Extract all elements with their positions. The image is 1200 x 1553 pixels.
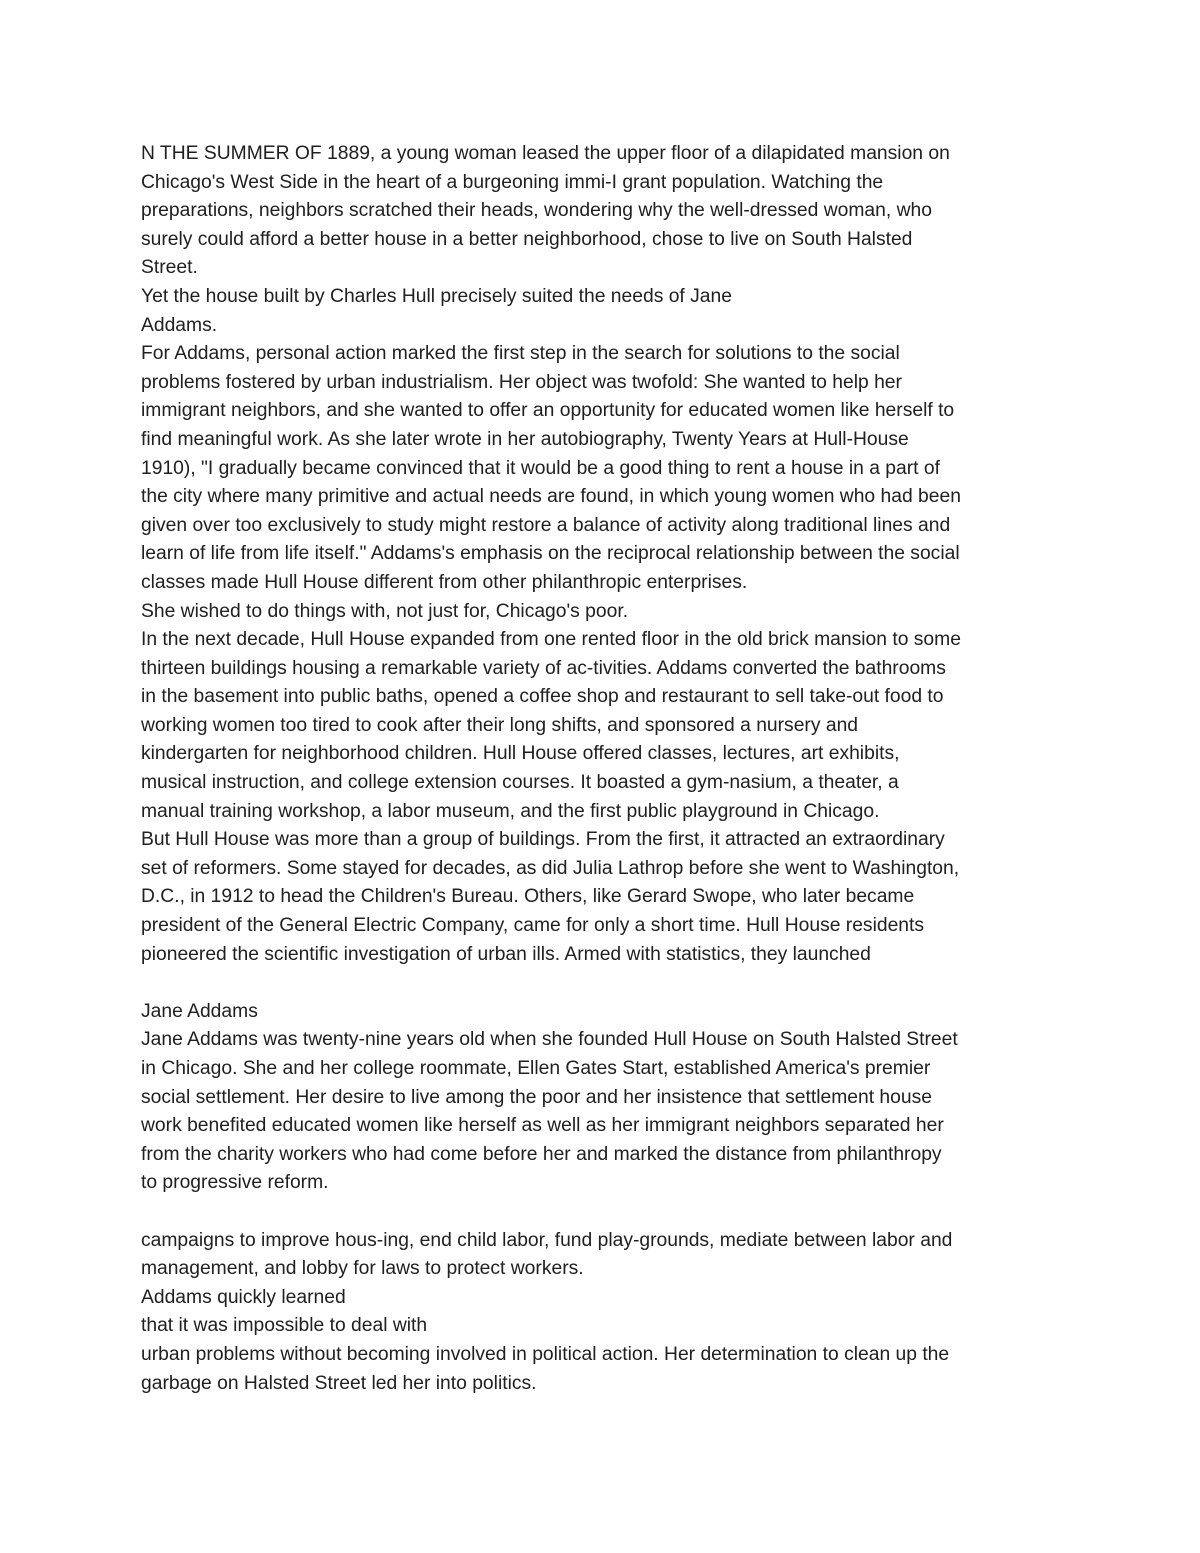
sidebar-line: from the charity workers who had come before her and marked the distance from philanthropy [141, 1143, 942, 1165]
text-line: Addams. [141, 314, 218, 336]
text-line: preparations, neighbors scratched their heads, wondering why the well-dressed woman, who [141, 200, 932, 222]
continuation-line: campaigns to improve hous-ing, end child labor, fund play-grounds, mediate between labor and [141, 1229, 953, 1251]
text-line: the city where many primitive and actual needs are found, in which young women who had been [141, 486, 961, 508]
text-line: But Hull House was more than a group of buildings. From the first, it attracted an extraordinary [141, 829, 945, 851]
text-line: president of the General Electric Company, came for only a short time. Hull House residents [141, 915, 925, 937]
paragraph-gap [141, 1198, 1071, 1227]
text-line: Street. [141, 257, 198, 279]
text-line: set of reformers. Some stayed for decades, as did Julia Lathrop before she went to Washington, [141, 857, 960, 879]
text-line: In the next decade, Hull House expanded from one rented floor in the old brick mansion to some [141, 629, 961, 651]
text-line: 1910), "I gradually became convinced that it would be a good thing to rent a house in a part of [141, 457, 940, 479]
text-line: musical instruction, and college extension courses. It boasted a gym-nasium, a theater, a [141, 772, 899, 794]
continuation-line: urban problems without becoming involved in political action. Her determination to clean up the [141, 1343, 950, 1365]
continuation-line: that it was impossible to deal with [141, 1315, 428, 1337]
text-line: N THE SUMMER OF 1889, a young woman leased the upper floor of a dilapidated mansion on [141, 143, 950, 164]
document-body [141, 140, 1071, 1398]
text-line: kindergarten for neighborhood children. Hull House offered classes, lectures, art exhibits, [141, 743, 900, 765]
text-line: She wished to do things with, not just for, Chicago's poor. [141, 600, 629, 622]
text-line: Chicago's West Side in the heart of a burgeoning immi-I grant population. Watching the [141, 171, 884, 193]
text-line: immigrant neighbors, and she wanted to offer an opportunity for educated women like herself to [141, 400, 955, 422]
sidebar-line: work benefited educated women like herself as well as her immigrant neighbors separated her [141, 1115, 944, 1137]
sidebar-line: Jane Addams was twenty-nine years old when she founded Hull House on South Halsted Street [141, 1029, 958, 1051]
continuation-line: Addams quickly learned [141, 1286, 346, 1308]
continuation-line: management, and lobby for laws to protect workers. [141, 1258, 584, 1280]
sidebar-line: in Chicago. She and her college roommate, Ellen Gates Start, established America's premier [141, 1058, 931, 1079]
text-line: in the basement into public baths, opened a coffee shop and restaurant to sell take-out food to [141, 686, 944, 708]
sidebar-line: to progressive reform. [141, 1172, 329, 1194]
text-line: problems fostered by urban industrialism. Her object was twofold: She wanted to help her [141, 371, 902, 393]
continuation-line: garbage on Halsted Street led her into politics. [141, 1372, 537, 1394]
text-line: working women too tired to cook after their long shifts, and sponsored a nursery and [141, 714, 859, 736]
text-line: For Addams, personal action marked the first step in the search for solutions to the social [141, 343, 900, 365]
text-line: Yet the house built by Charles Hull precisely suited the needs of Jane [141, 285, 732, 307]
sidebar-title: Jane Addams [141, 1000, 258, 1022]
text-line: pioneered the scientific investigation of urban ills. Armed with statistics, they launched [141, 943, 871, 965]
text-line: learn of life from life itself." Addams's emphasis on the reciprocal relationship between the social [141, 543, 960, 565]
text-line: classes made Hull House different from other philanthropic enterprises. [141, 571, 748, 593]
text-line: surely could afford a better house in a better neighborhood, chose to live on South Halsted [141, 228, 913, 250]
text-line: D.C., in 1912 to head the Children's Bureau. Others, like Gerard Swope, who later became [141, 886, 915, 908]
text-line: given over too exclusively to study might restore a balance of activity along traditional lines and [141, 514, 951, 536]
text-line: find meaningful work. As she later wrote in her autobiography, Twenty Years at Hull-House [141, 428, 909, 450]
sidebar-line: social settlement. Her desire to live among the poor and her insistence that settlement house [141, 1086, 932, 1108]
text-line: manual training workshop, a labor museum, and the first public playground in Chicago. [141, 800, 880, 822]
paragraph-gap [141, 969, 1071, 998]
text-line: thirteen buildings housing a remarkable variety of ac-tivities. Addams converted the bathrooms [141, 657, 946, 679]
